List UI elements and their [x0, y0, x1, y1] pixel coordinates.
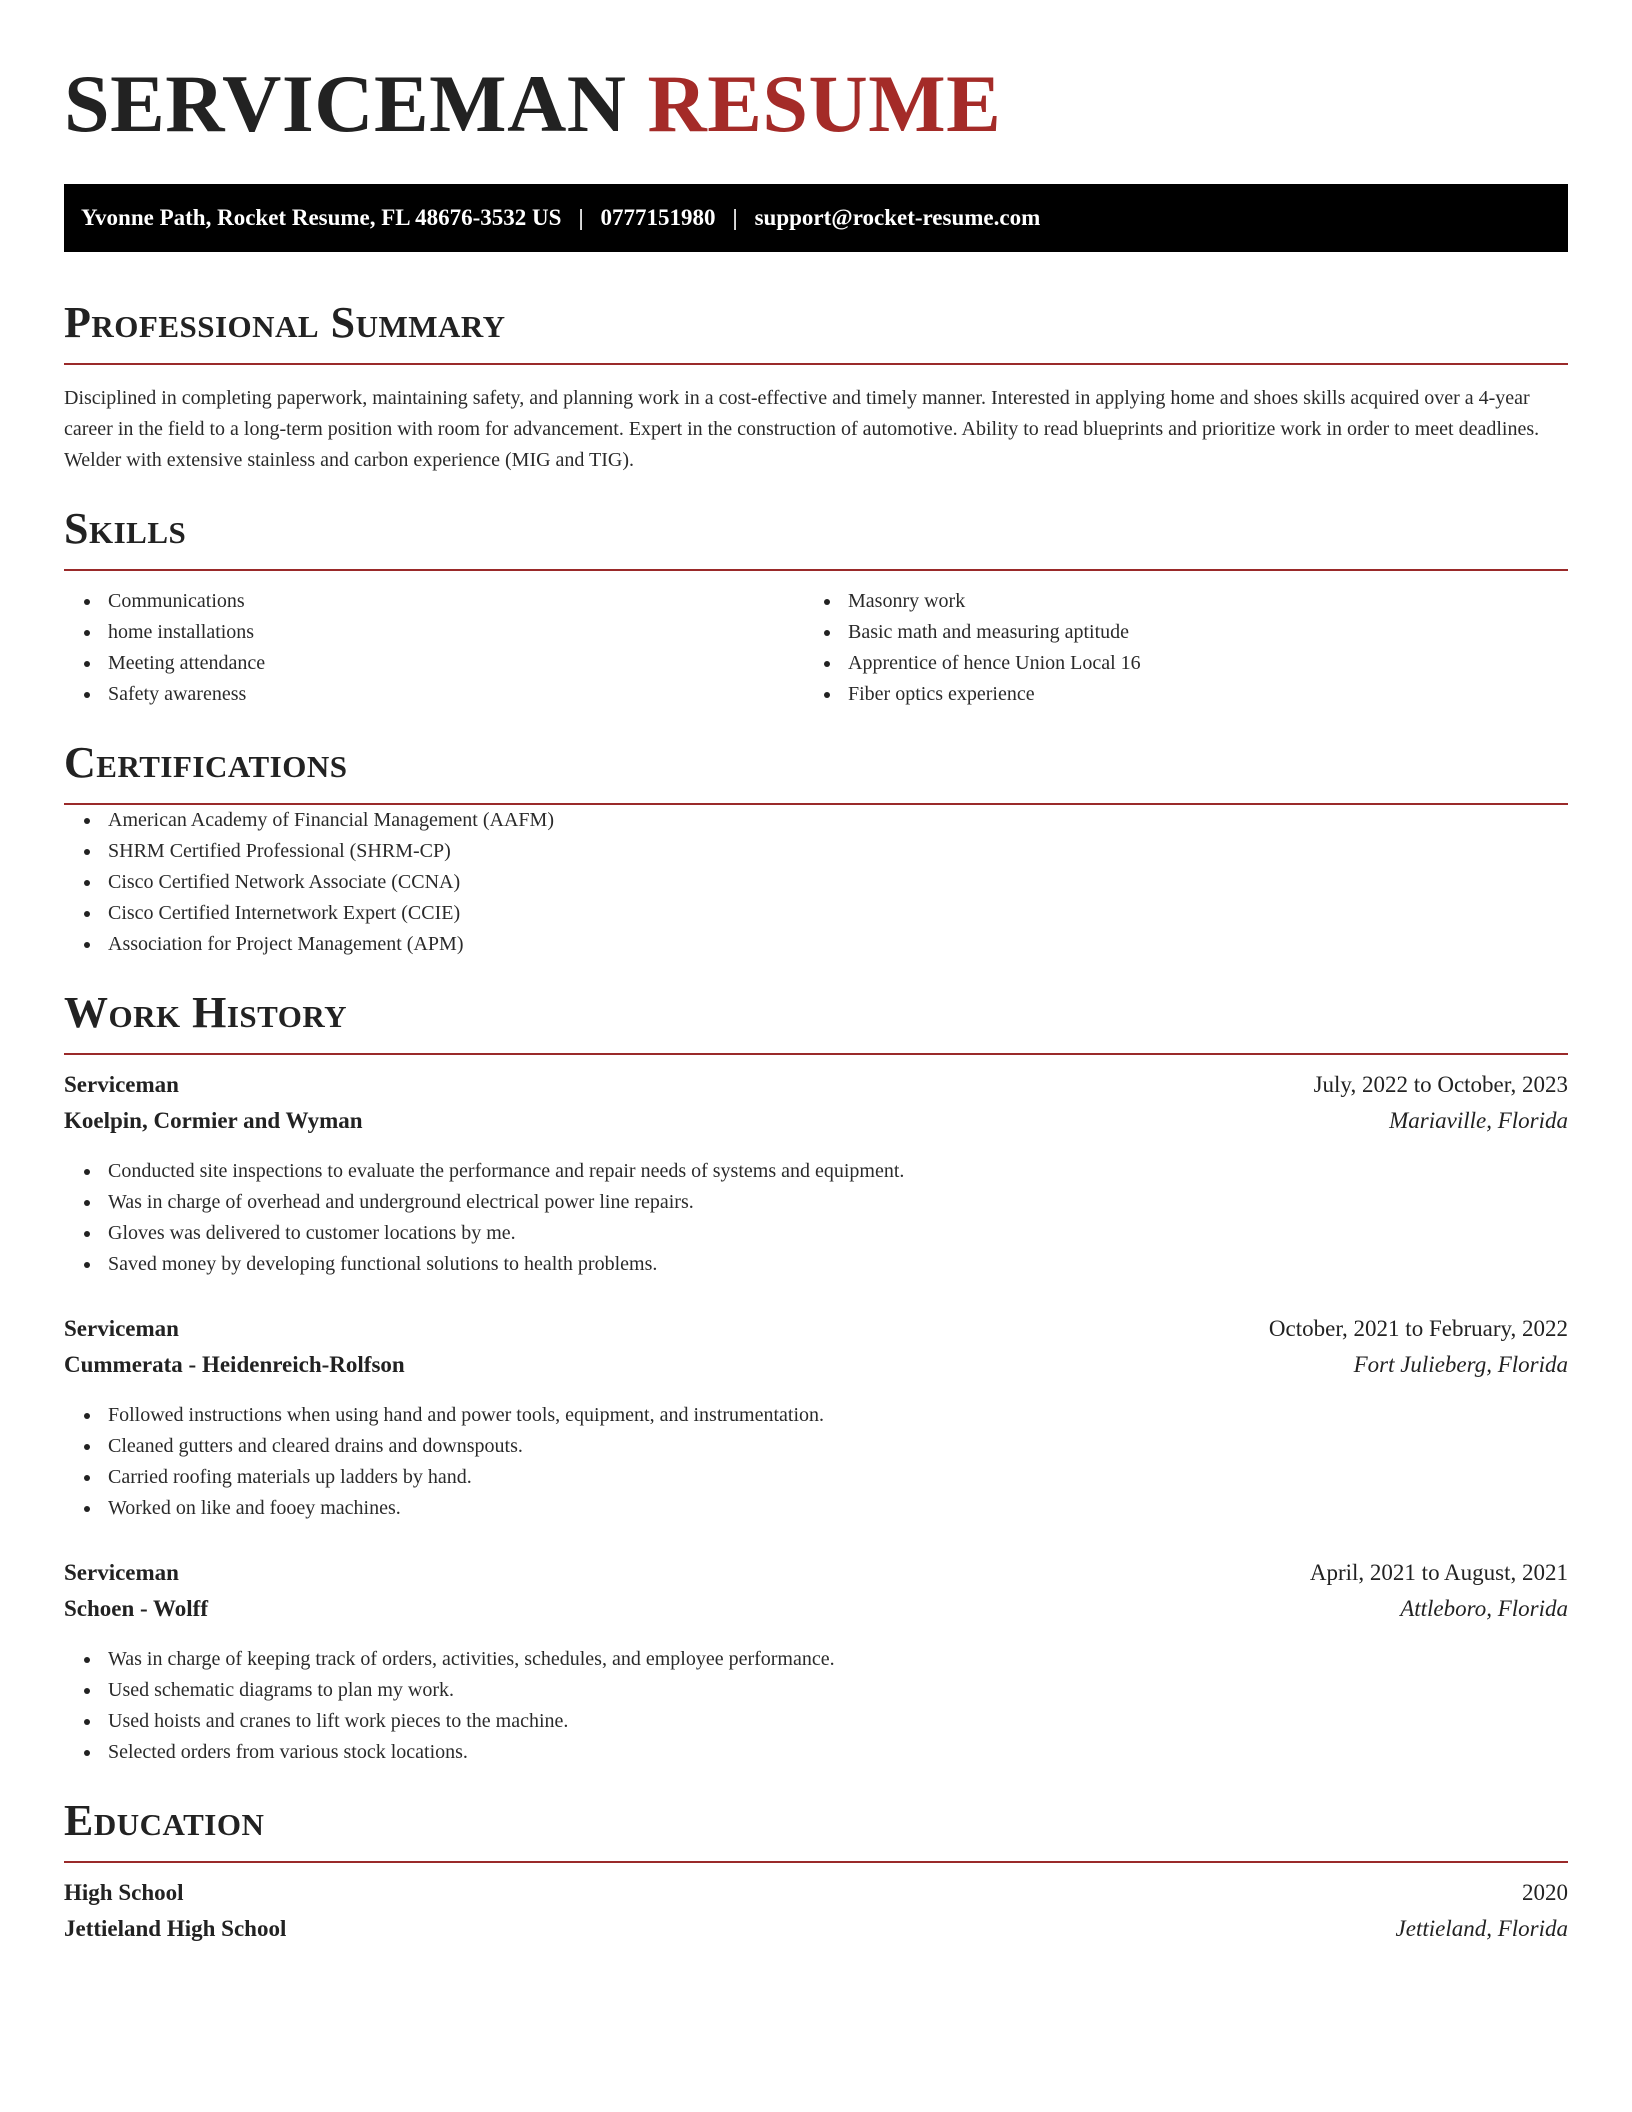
list-item: Gloves was delivered to customer locations by me.	[64, 1218, 1568, 1249]
summary-text: Disciplined in completing paperwork, maintaining safety, and planning work in a cost-effective and timely manner. Interested in applying home and shoes skills acquired over a 4-year career in the field to a long-term position with room for advancement. Expert in the construction of automotive. Ability to read blueprints and prioritize work in order to meet deadlines. Welder with extensive stainless and carbon experience (MIG and TIG).	[64, 387, 1540, 471]
job-entry	[64, 1560, 1568, 1768]
work-history-section	[64, 988, 1568, 1768]
resume-title	[64, 0, 1568, 150]
skills-grid	[64, 586, 1568, 710]
job-dates: April, 2021 to August, 2021	[1309, 1560, 1568, 1585]
education-year: 2020	[1522, 1880, 1568, 1905]
education-entry	[64, 1880, 1568, 1952]
job-location: Attleboro, Florida	[1400, 1596, 1568, 1621]
section-heading: Work History	[64, 988, 348, 1037]
job-dates: July, 2022 to October, 2023	[1313, 1072, 1568, 1097]
job-location: Mariaville, Florida	[1389, 1108, 1568, 1133]
list-item: Cisco Certified Internetwork Expert (CCIE)	[64, 898, 1568, 929]
job-entry	[64, 1072, 1568, 1280]
skills-list-left	[64, 586, 804, 710]
section-divider	[64, 569, 1568, 571]
job-duties-list	[64, 1400, 1568, 1524]
list-item: Cleaned gutters and cleared drains and downspouts.	[64, 1431, 1568, 1462]
job-header-row	[64, 1072, 1568, 1108]
skills-section	[64, 504, 1568, 710]
job-dates: October, 2021 to February, 2022	[1268, 1316, 1568, 1341]
list-item: Cisco Certified Network Associate (CCNA)	[64, 867, 1568, 898]
job-title: Serviceman	[64, 1072, 179, 1097]
contact-address: Yvonne Path, Rocket Resume, FL 48676-3532 US	[81, 205, 562, 230]
list-item: Was in charge of keeping track of orders, activities, schedules, and employee performance.	[64, 1644, 1568, 1675]
list-item: SHRM Certified Professional (SHRM-CP)	[64, 836, 1568, 867]
list-item: Followed instructions when using hand and power tools, equipment, and instrumentation.	[64, 1400, 1568, 1431]
certifications-section	[64, 738, 1568, 960]
list-item: Used hoists and cranes to lift work pieces to the machine.	[64, 1706, 1568, 1737]
job-company-row	[64, 1596, 1568, 1632]
section-divider	[64, 363, 1568, 365]
list-item: Worked on like and fooey machines.	[64, 1493, 1568, 1524]
job-title: Serviceman	[64, 1560, 179, 1585]
list-item: Meeting attendance	[64, 648, 804, 679]
contact-separator: |	[732, 205, 738, 230]
education-location: Jettieland, Florida	[1395, 1916, 1568, 1941]
education-degree: High School	[64, 1880, 184, 1905]
section-heading: Skills	[64, 504, 187, 553]
contact-email: support@rocket-resume.com	[754, 205, 1041, 230]
list-item: Communications	[64, 586, 804, 617]
job-company: Cummerata - Heidenreich-Rolfson	[64, 1352, 405, 1377]
list-item: Selected orders from various stock locations.	[64, 1737, 1568, 1768]
title-accent: RESUME	[647, 58, 1002, 149]
list-item: home installations	[64, 617, 804, 648]
job-header-row	[64, 1316, 1568, 1352]
job-company-row	[64, 1352, 1568, 1388]
education-section	[64, 1796, 1568, 1952]
section-heading: Professional Summary	[64, 298, 506, 347]
list-item: Used schematic diagrams to plan my work.	[64, 1675, 1568, 1706]
list-item: Was in charge of overhead and underground electrical power line repairs.	[64, 1187, 1568, 1218]
title-main: SERVICEMAN	[64, 58, 627, 149]
list-item: American Academy of Financial Management (AAFM)	[64, 805, 1568, 836]
section-divider	[64, 1053, 1568, 1055]
contact-separator: |	[578, 205, 584, 230]
certifications-list	[64, 805, 1568, 960]
skills-list-right	[804, 586, 1544, 710]
list-item: Masonry work	[804, 586, 1544, 617]
list-item: Fiber optics experience	[804, 679, 1544, 710]
list-item: Safety awareness	[64, 679, 804, 710]
job-duties-list	[64, 1644, 1568, 1768]
job-entry	[64, 1316, 1568, 1524]
list-item: Apprentice of hence Union Local 16	[804, 648, 1544, 679]
list-item: Carried roofing materials up ladders by hand.	[64, 1462, 1568, 1493]
job-duties-list	[64, 1156, 1568, 1280]
section-divider	[64, 1861, 1568, 1863]
job-company-row	[64, 1108, 1568, 1144]
job-company: Schoen - Wolff	[64, 1596, 208, 1621]
job-header-row	[64, 1560, 1568, 1596]
section-heading: Certifications	[64, 738, 348, 787]
education-school-row	[64, 1916, 1568, 1952]
list-item: Association for Project Management (APM)	[64, 929, 1568, 960]
list-item: Basic math and measuring aptitude	[804, 617, 1544, 648]
professional-summary-section	[64, 298, 1568, 476]
education-school: Jettieland High School	[64, 1916, 287, 1941]
education-header-row	[64, 1880, 1568, 1916]
section-heading: Education	[64, 1796, 265, 1845]
job-company: Koelpin, Cormier and Wyman	[64, 1108, 363, 1133]
job-title: Serviceman	[64, 1316, 179, 1341]
contact-phone: 0777151980	[600, 205, 716, 230]
job-location: Fort Julieberg, Florida	[1353, 1352, 1568, 1377]
list-item: Conducted site inspections to evaluate the performance and repair needs of systems and equipment.	[64, 1156, 1568, 1187]
contact-bar	[64, 184, 1568, 252]
list-item: Saved money by developing functional solutions to health problems.	[64, 1249, 1568, 1280]
